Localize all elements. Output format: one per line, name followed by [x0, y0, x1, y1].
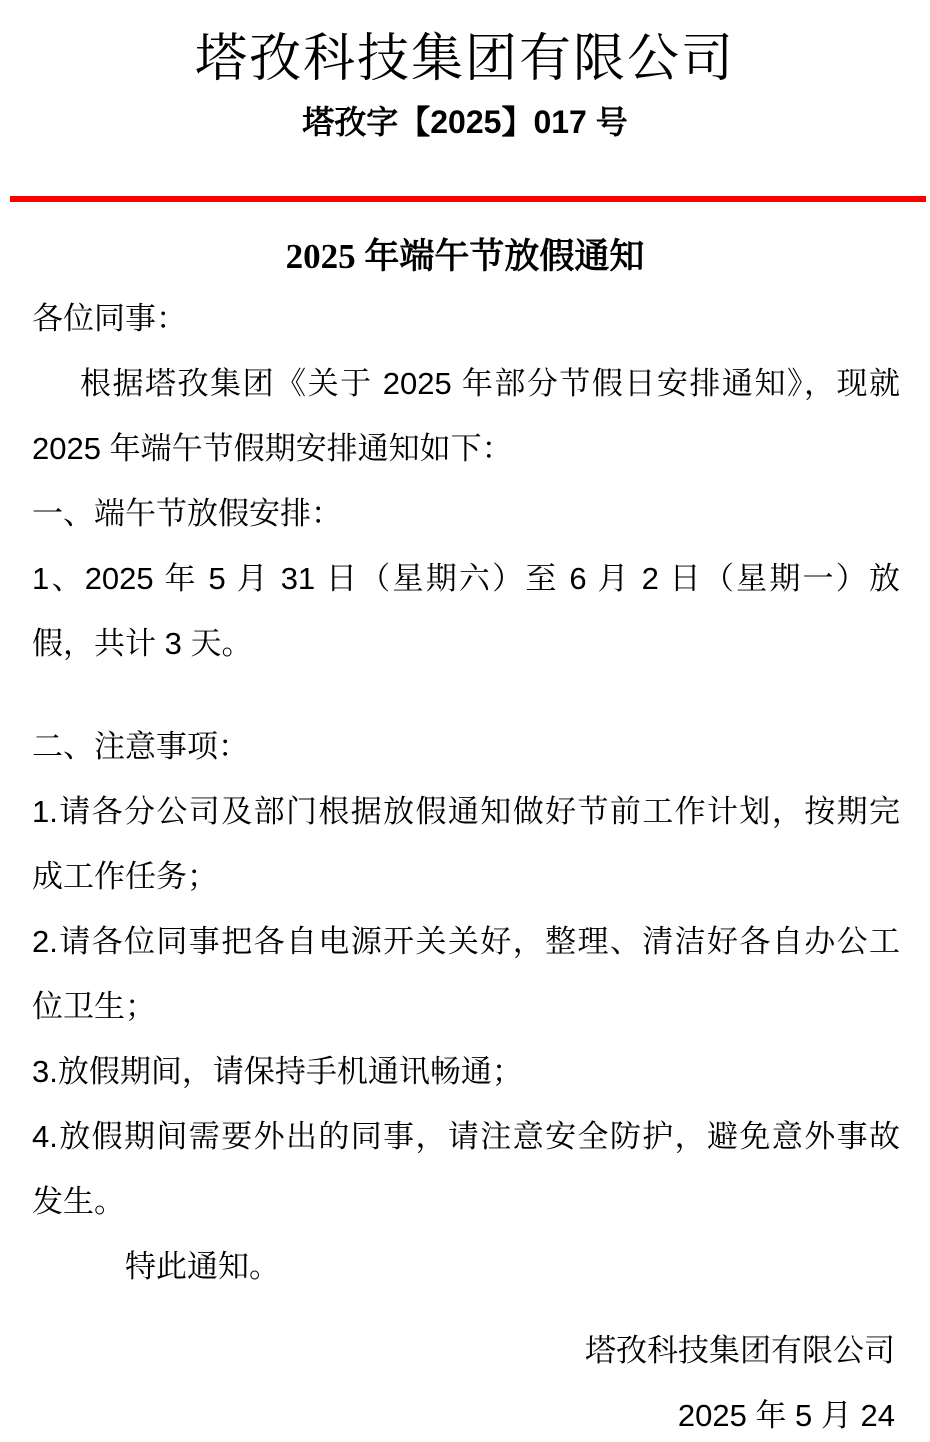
- body-line: 4.放假期间需要外出的同事，请注意安全防护，避免意外事故: [32, 1119, 900, 1154]
- closing-line: 特此通知。: [125, 1249, 280, 1284]
- body-line: 根据塔孜集团《关于 2025 年部分节假日安排通知》，现就: [80, 366, 900, 401]
- body-line: 1.请各分公司及部门根据放假通知做好节前工作计划，按期完: [32, 794, 900, 829]
- document-number: 塔孜字【2025】017 号: [302, 104, 628, 140]
- notice-body: [0, 286, 930, 1442]
- blank-line: [32, 676, 900, 714]
- signature-company: 塔孜科技集团有限公司: [585, 1333, 895, 1368]
- body-line: 2025 年端午节假期安排通知如下：: [32, 431, 513, 466]
- body-line: 3.放假期间，请保持手机通讯畅通；: [32, 1054, 523, 1089]
- notice-title: 2025 年端午节放假通知: [285, 237, 645, 276]
- body-line: 位卫生；: [32, 989, 156, 1024]
- section-heading: 二、注意事项：: [32, 729, 249, 764]
- body-line: 1、2025 年 5 月 31 日（星期六）至 6 月 2 日（星期一）放: [32, 561, 900, 596]
- section-heading: 一、端午节放假安排：: [32, 496, 342, 531]
- company-title: 塔孜科技集团有限公司: [194, 31, 735, 88]
- body-line: 成工作任务；: [32, 859, 218, 894]
- body-line: 假，共计 3 天。: [32, 626, 253, 661]
- blank-line: [32, 1299, 900, 1318]
- body-line: 发生。: [32, 1184, 125, 1219]
- body-line: 2.请各位同事把各自电源开关关好，整理、清洁好各自办公工: [32, 924, 900, 959]
- salutation-line: 各位同事：: [32, 301, 187, 336]
- red-divider: [10, 196, 926, 202]
- signature-date: 2025 年 5 月 24: [677, 1398, 895, 1433]
